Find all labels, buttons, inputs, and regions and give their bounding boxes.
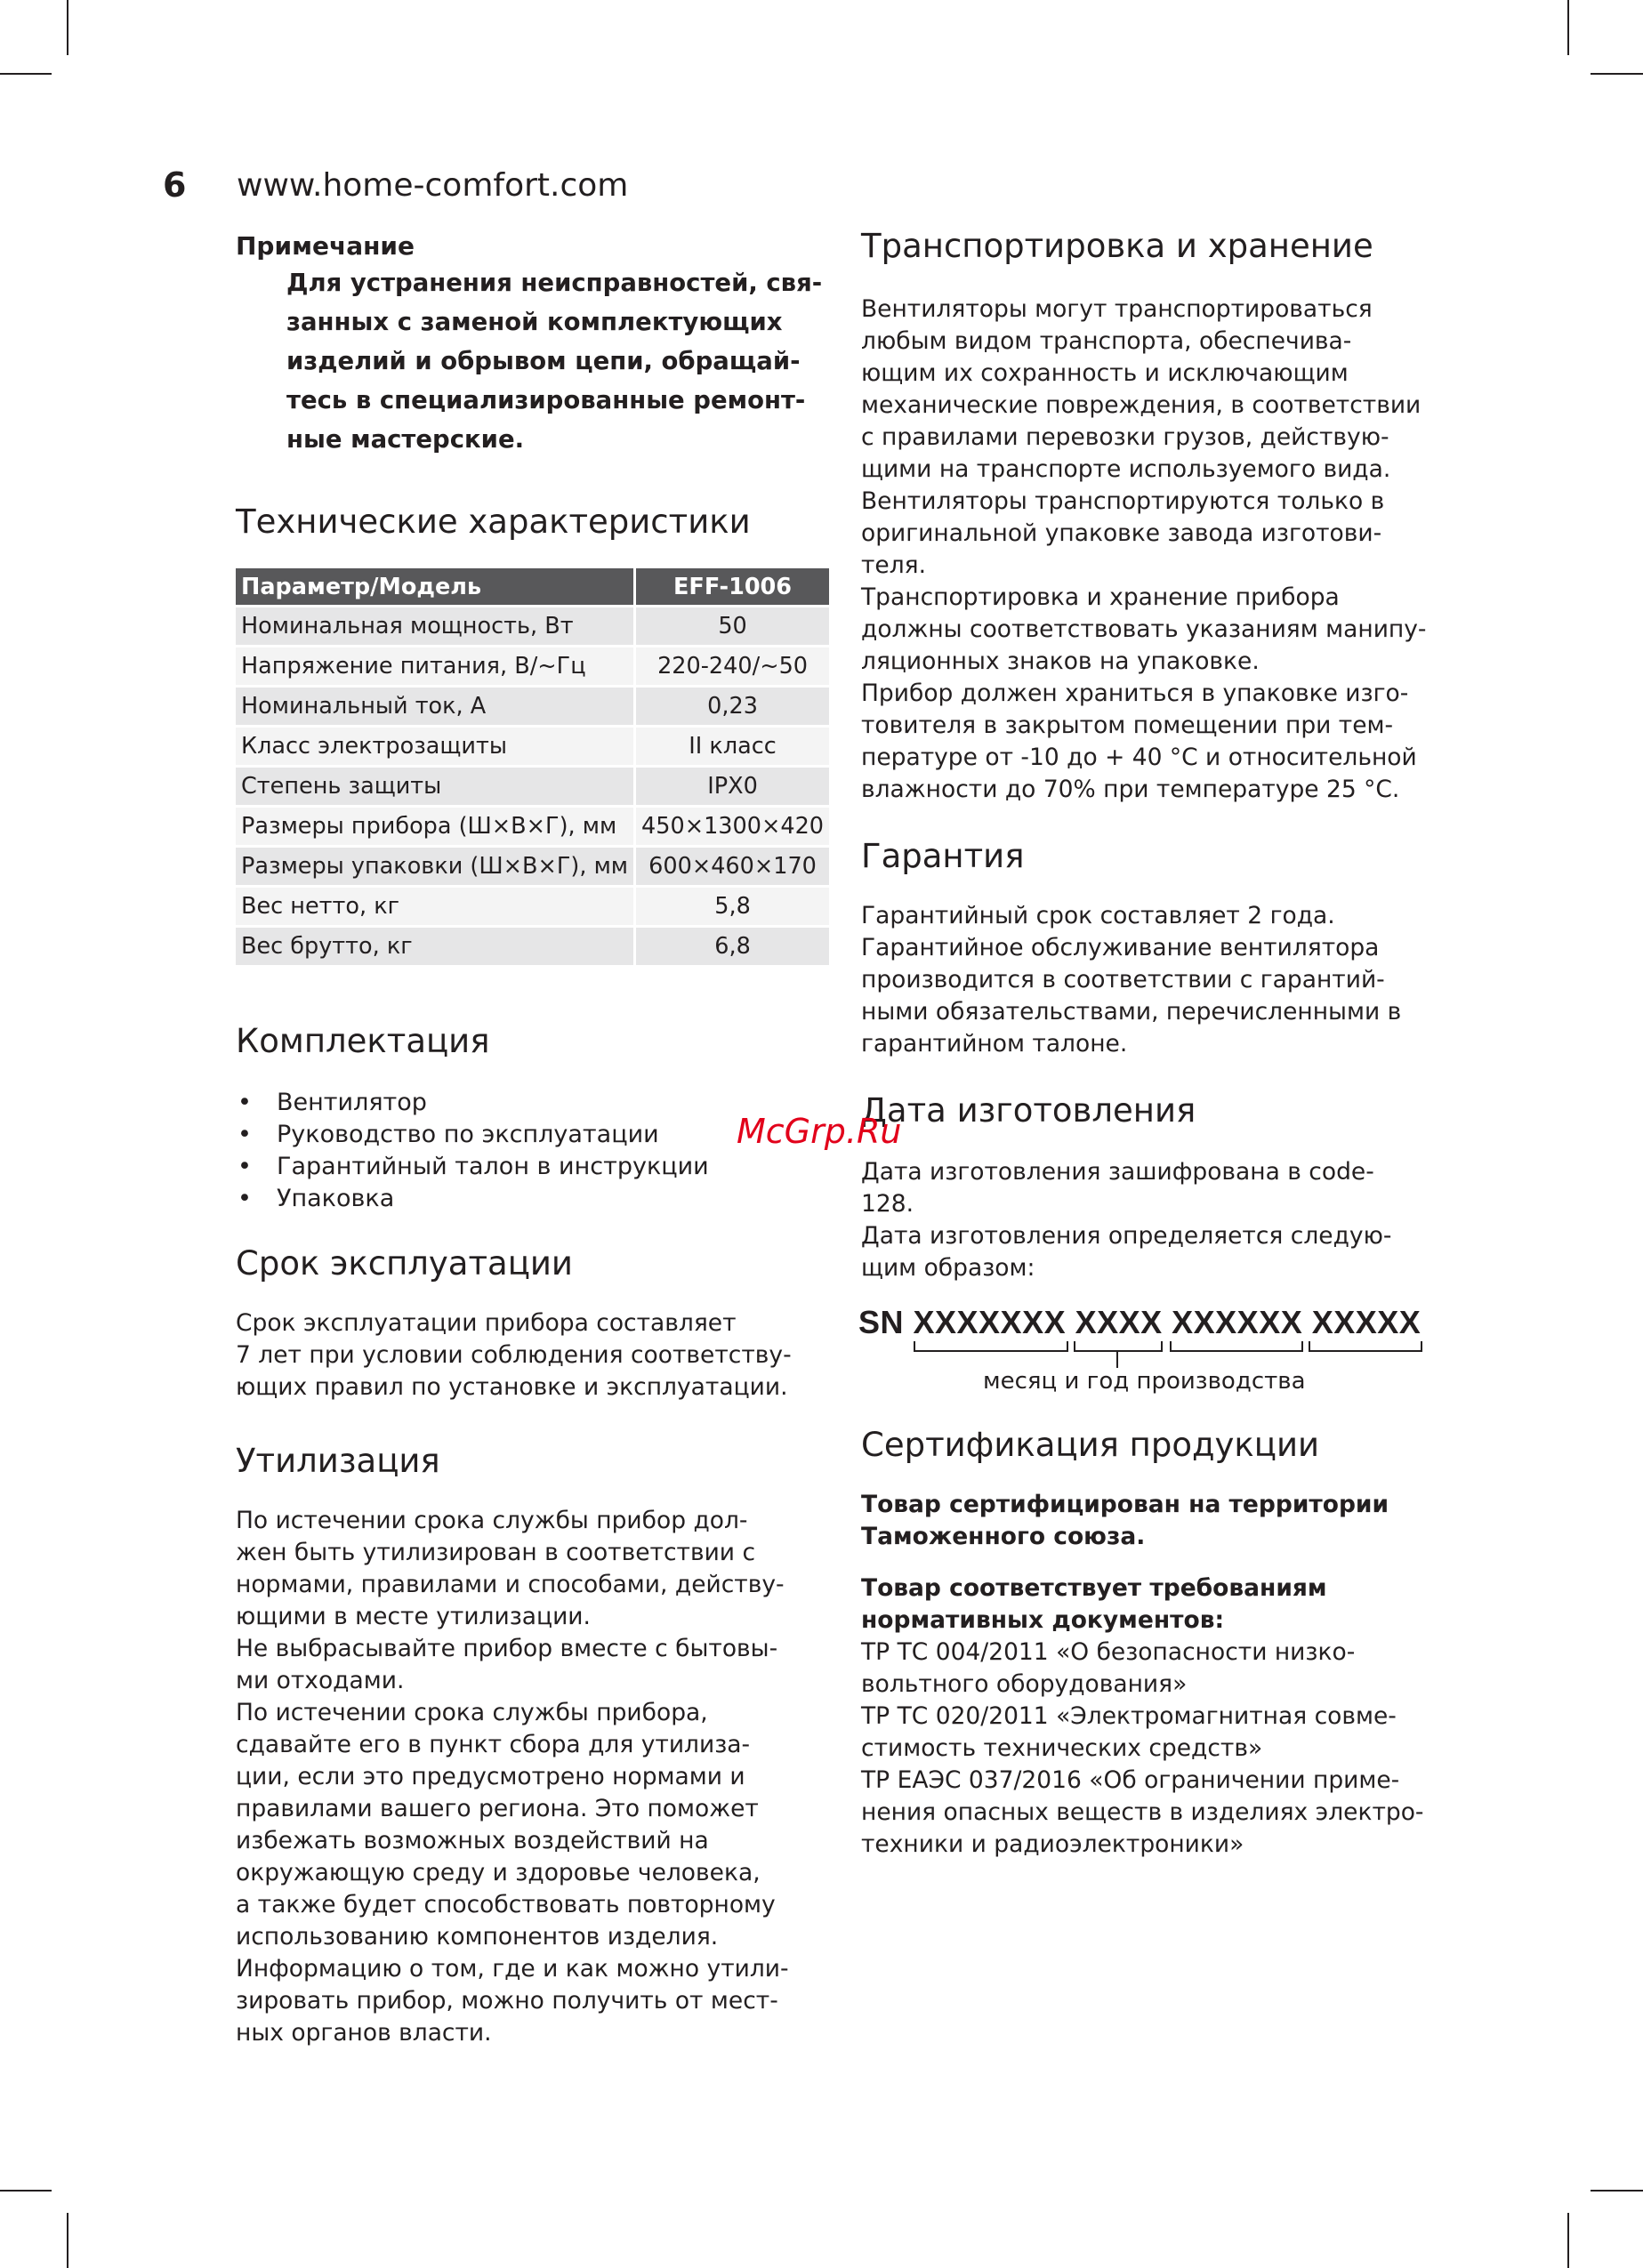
website-url: www.home-comfort.com <box>237 167 629 204</box>
crop-mark <box>1591 2190 1643 2192</box>
transport-text: Вентиляторы могут транспортироваться любым видом транспорта, обеспечива- ющим их сохранность и исключающим механические повреждения, в соответствии с правилами перевозки грузов, действую- щими на транспорте используемого вида. Вентиляторы транспортируются только в оригинальной упаковке завода изготови- теля. Транспортировка и хранение прибора должны соответствовать указаниям манипу- ляционных знаков на упаковке. Прибор должен храниться в упаковке изго- товителя в закрытом помещении при тем- пературе от -10 до + 40 °С и относительной влажности до 70% при температуре 25 °С. <box>861 295 1427 803</box>
watermark: McGrp.Ru <box>737 1112 902 1151</box>
service-life-heading: Срок эксплуатации <box>236 1244 573 1283</box>
table-row <box>236 688 829 725</box>
spec-value: 50 <box>633 607 829 645</box>
specs-header-param: Параметр/Модель <box>236 568 633 605</box>
table-row <box>236 768 829 805</box>
table-row <box>236 888 829 925</box>
bracket-mark <box>1170 1341 1303 1352</box>
table-row <box>236 607 829 645</box>
spec-value: 450×1300×420 <box>633 808 829 845</box>
pointer-line <box>1116 1352 1118 1368</box>
table-row <box>236 808 829 845</box>
list-item: • Руководство по эксплуатации <box>236 1119 823 1151</box>
certification-statement: Товар сертифицирован на территории Таможенного союза. <box>861 1491 1389 1550</box>
spec-param: Напряжение питания, В/~Гц <box>236 647 633 685</box>
crop-mark <box>0 2190 52 2192</box>
bracket-mark <box>914 1341 1068 1352</box>
spec-param: Класс электрозащиты <box>236 728 633 765</box>
table-row <box>236 728 829 765</box>
kit-list <box>236 1087 823 1215</box>
specs-heading: Технические характеристики <box>236 503 751 541</box>
kit-heading: Комплектация <box>236 1022 490 1060</box>
note-title: Примечание <box>236 231 415 261</box>
spec-param: Номинальный ток, А <box>236 688 633 725</box>
specs-header-model: EFF-1006 <box>633 568 829 605</box>
spec-value: 5,8 <box>633 888 829 925</box>
bracket-mark <box>1074 1341 1163 1352</box>
serial-number-diagram <box>858 1304 1466 1411</box>
manufacture-heading: Дата изготовления <box>861 1091 1196 1130</box>
table-row <box>236 928 829 965</box>
crop-mark <box>1567 0 1569 55</box>
list-item: • Вентилятор <box>236 1087 823 1119</box>
table-row <box>236 848 829 885</box>
spec-value: 600×460×170 <box>633 848 829 885</box>
spec-value: 6,8 <box>633 928 829 965</box>
page-number: 6 <box>163 165 187 205</box>
service-life-text: Срок эксплуатации прибора составляет 7 лет при условии соблюдения соответству- ющих правил по установке и эксплуатации. <box>236 1309 792 1401</box>
table-row <box>236 647 829 685</box>
spec-param: Размеры прибора (Ш×В×Г), мм <box>236 808 633 845</box>
spec-value: IPX0 <box>633 768 829 805</box>
certification-text: ТР ТС 004/2011 «О безопасности низко- вольтного оборудования» ТР ТС 020/2011 «Электромагнитная совме- стимость технических средств» ТР ЕАЭС 037/2016 «Об ограничении приме- нения опасных веществ в изделиях электро- техники и радиоэлектроники» <box>861 1638 1424 1858</box>
specs-header-row <box>236 568 829 605</box>
transport-heading: Транспортировка и хранение <box>861 227 1373 265</box>
serial-number-caption: месяц и год производства <box>983 1368 1306 1395</box>
certification-requirements: Товар соответствует требованиям нормативных документов: <box>861 1574 1327 1634</box>
certification-heading: Сертификация продукции <box>861 1426 1320 1464</box>
spec-value: 0,23 <box>633 688 829 725</box>
warranty-text: Гарантийный срок составляет 2 года. Гарантийное обслуживание вентилятора производится в соответствии с гарантий- ными обязательствами, перечисленными в гарантийном талоне. <box>861 902 1402 1058</box>
left-column <box>236 229 823 2049</box>
disposal-text: По истечении срока службы прибор дол- жен быть утилизирован в соответствии с нормами, правилами и способами, действу- ющими в месте утилизации. Не выбрасывайте прибор вместе с бытовы- ми отходами. По истечении срока службы прибора, сдавайте его в пункт сбора для утилиза- ции, если это предусмотрено нормами и правилами вашего региона. Это поможет избежать возможных воздействий на окружающую среду и здоровье человека, а также будет способствовать повторному использованию компонентов изделия. Информацию о том, где и как можно утили- зировать прибор, можно получить от мест- ных органов власти. <box>236 1507 789 2047</box>
spec-param: Номинальная мощность, Вт <box>236 607 633 645</box>
manufacture-text: Дата изготовления зашифрована в code- 128. Дата изготовления определяется следую- щим образом: <box>861 1158 1392 1282</box>
spec-param: Вес брутто, кг <box>236 928 633 965</box>
spec-param: Вес нетто, кг <box>236 888 633 925</box>
spec-value: 220-240/~50 <box>633 647 829 685</box>
spec-param: Степень защиты <box>236 768 633 805</box>
spec-param: Размеры упаковки (Ш×В×Г), мм <box>236 848 633 885</box>
specs-table <box>236 566 829 968</box>
crop-mark <box>1591 73 1643 75</box>
crop-mark <box>67 2213 68 2268</box>
right-column <box>858 227 1466 1861</box>
list-item: • Гарантийный талон в инструкции <box>236 1151 823 1183</box>
disposal-heading: Утилизация <box>236 1442 440 1480</box>
crop-mark <box>1567 2213 1569 2268</box>
note-text: Для устранения неисправностей, свя- занных с заменой комплектующих изделий и обрывом цепи, обращай- тесь в специализированные ремонт- ные мастерские. <box>286 269 823 454</box>
spec-value: II класс <box>633 728 829 765</box>
serial-number-code: SN XXXXXXX XXXX XXXXXX XXXXX <box>858 1304 1422 1340</box>
crop-mark <box>0 73 52 75</box>
crop-mark <box>67 0 68 55</box>
bracket-mark <box>1309 1341 1422 1352</box>
list-item: • Упаковка <box>236 1183 823 1215</box>
note-block <box>236 229 823 459</box>
warranty-heading: Гарантия <box>861 837 1025 875</box>
